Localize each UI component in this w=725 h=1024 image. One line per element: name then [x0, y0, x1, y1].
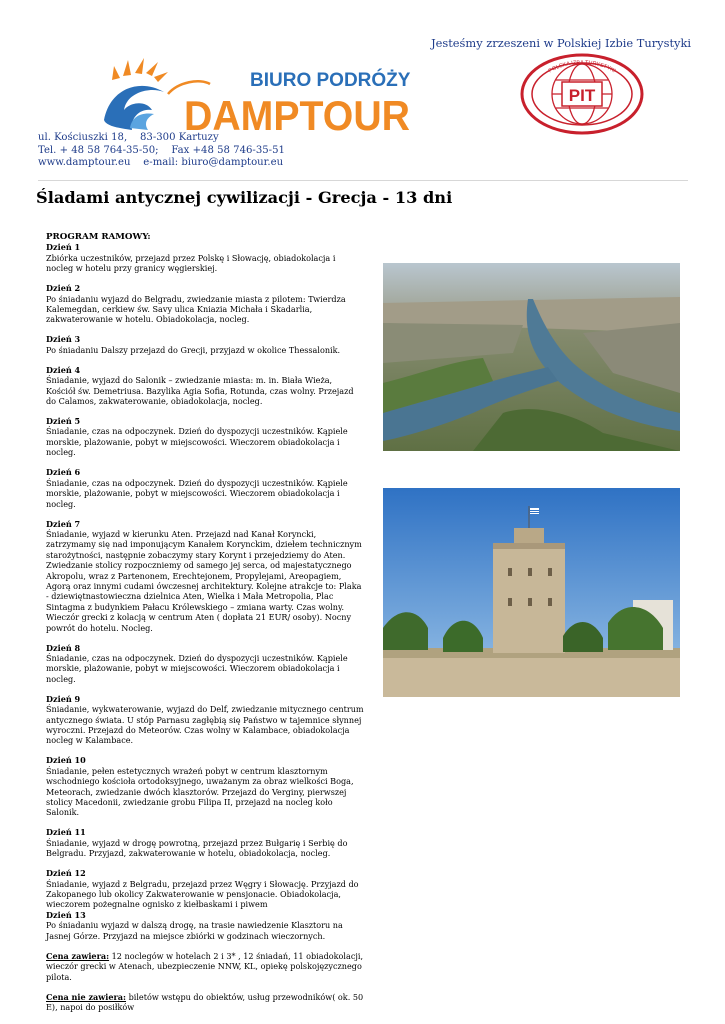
- day-5: [46, 416, 364, 458]
- day-description: Po śniadaniu wyjazd w dalszą drogę, na trasie nawiedzenie Klasztoru na Jasnej Górze. Przyjazd na miejsce zbiórki w godzinach wieczornych.: [46, 920, 343, 941]
- day-title: Dzień 7: [46, 518, 81, 529]
- contact-phones: Tel. + 48 58 764-35-50; Fax +48 58 746-35-51: [38, 144, 285, 156]
- day-title: Dzień 8: [46, 642, 81, 653]
- pit-ring-text: POLSKA IZBA TURYSTYKI: [547, 59, 617, 75]
- day-title: Dzień 5: [46, 416, 81, 427]
- page-title: Śladami antycznej cywilizacji - Grecja - 13 dni: [36, 188, 453, 207]
- membership-note: Jesteśmy zrzeszeni w Polskiej Izbie Turystyki: [431, 36, 691, 50]
- day-4: [46, 365, 364, 407]
- program-heading: PROGRAM RAMOWY:: [46, 232, 151, 242]
- program-section: [46, 232, 364, 1023]
- day-title: Dzień 13: [46, 909, 86, 920]
- day-description: Śniadanie, pełen estetycznych wrażeń pobyt w centrum klasztornym wschodniego kościoła ortodoksyjnego, uważanym za obraz wielkości Boga, Meteorach, zwiedzanie dwóch klasztorów. Przejazd do Verginy, pierwszej stolicy Macedonii, zwiedzanie grobu Filipa II, przejazd na nocleg koło Salonik.: [46, 765, 354, 818]
- day-title: Dzień 3: [46, 334, 81, 345]
- days-list: [46, 242, 364, 941]
- day-description: Śniadanie, czas na odpoczynek. Dzień do dyspozycji uczestników. Kąpiele morskie, plażowanie, pobyt w miejscowości. Wieczorem obiadokolacja i nocleg.: [46, 652, 348, 684]
- day-12: [46, 868, 364, 910]
- day-1: [46, 242, 364, 273]
- price-includes-text: 12 noclegów w hotelach 2 i 3* , 12 śniadań, 11 obiadokolacji, wieczór grecki w Atenach, ubezpieczenie NNW, KL, opiekę polskojęzycznego pilota.: [46, 950, 364, 982]
- day-8: [46, 643, 364, 685]
- price-includes: [46, 951, 364, 982]
- price-includes-label: Cena zawiera:: [46, 950, 110, 961]
- day-2: [46, 283, 364, 325]
- day-title: Dzień 10: [46, 755, 86, 766]
- contact-web-email[interactable]: www.damptour.eu e-mail: biuro@damptour.eu: [38, 157, 284, 169]
- day-description: Po śniadaniu wyjazd do Belgradu, zwiedzanie miasta z pilotem: Twierdza Kalemegdan, cerkiew św. Savy ulica Kniazia Michała i Skadarlia, zakwaterowanie w hotelu. Obiadokolacja, nocleg.: [46, 293, 346, 325]
- day-13: [46, 910, 364, 941]
- contact-block: [38, 132, 285, 170]
- day-description: Śniadanie, wyjazd do Salonik – zwiedzanie miasta: m. in. Biała Wieża, Kościół św. Demetriusa. Bazylika Agia Sofia, Rotunda, czas wolny. Przejazd do Calamos, zakwaterowanie, obiadokolacja, nocleg.: [46, 375, 354, 407]
- day-description: Po śniadaniu Dalszy przejazd do Grecji, przyjazd w okolice Thessalonik.: [46, 344, 341, 355]
- day-description: Śniadanie, wyjazd w drogę powrotną, przejazd przez Bułgarię i Serbię do Belgradu. Przyjazd, zakwaterowanie w hotelu, obiadokolacja, nocleg.: [46, 837, 348, 859]
- sun-rays-icon: [112, 58, 168, 82]
- contact-address: ul. Kościuszki 18, 83-300 Kartuzy: [38, 132, 219, 143]
- day-3: [46, 334, 364, 355]
- wave-icon: [104, 86, 164, 130]
- price-excludes-label: Cena nie zawiera:: [46, 991, 126, 1002]
- day-title: Dzień 12: [46, 868, 86, 879]
- logo-line2: DAMPTOUR: [184, 92, 410, 138]
- day-title: Dzień 11: [46, 827, 86, 838]
- day-description: Śniadanie, czas na odpoczynek. Dzień do dyspozycji uczestników. Kąpiele morskie, plażowanie, pobyt w miejscowości. Wieczorem obiadokolacja i nocleg.: [46, 477, 348, 509]
- day-description: Śniadanie, wyjazd z Belgradu, przejazd przez Węgry i Słowację. Przyjazd do Zakopanego lub okolicy Zakwaterowanie w pensjonacie. Obiadokolacja, wieczorem pożegnalne ognisko z kiełbaskami i piwem: [46, 878, 359, 910]
- day-title: Dzień 9: [46, 693, 81, 704]
- day-description: Śniadanie, wyjazd w kierunku Aten. Przejazd nad Kanał Koryncki, zatrzymamy się nad imponującym Kanałem Korynckim, dziełem technicznym starożytności, następnie zobaczymy stary Korynt i przejedziemy do Aten. Zwiedzanie stolicy rozpoczniemy od samego jej serca, od majestatycznego Akropolu, wraz z Partenonem, Erechtejonem, Propylejami, Areopagiem, Agorą oraz innymi cudami ówczesnej architektury. Kolejne atrakcje to: Plaka - dziewiętnastowieczna dzielnica Aten, Wielka i Mała Metropolia, Plac Sintagma z budynkiem Pałacu Królewskiego – zmiana warty. Czas wolny. Wieczór grecki z kolacją w centrum Aten ( dopłata 21 EUR/ osoby). Nocny powrót do hotelu. Nocleg.: [46, 528, 362, 633]
- day-description: Zbiórka uczestników, przejazd przez Polskę i Słowację, obiadokolacja i nocleg w hotelu przy granicy węgierskiej.: [46, 252, 336, 274]
- pit-text: PIT: [568, 86, 596, 105]
- day-10: [46, 755, 364, 817]
- day-title: Dzień 2: [46, 283, 81, 294]
- day-9: [46, 694, 364, 746]
- photo-white-tower: [383, 488, 680, 697]
- day-11: [46, 827, 364, 858]
- day-title: Dzień 1: [46, 242, 81, 253]
- day-title: Dzień 6: [46, 467, 81, 478]
- logo-line1: BIURO PODRÓŻY: [250, 70, 411, 91]
- day-title: Dzień 4: [46, 364, 81, 375]
- price-excludes: [46, 992, 364, 1013]
- day-7: [46, 519, 364, 633]
- price-excludes-text: biletów wstępu do obiektów, usług przewodników( ok. 50 E), napoi do posiłków: [46, 991, 364, 1013]
- day-6: [46, 467, 364, 509]
- header-divider: [38, 180, 688, 181]
- day-description: Śniadanie, czas na odpoczynek. Dzień do dyspozycji uczestników. Kąpiele morskie, plażowanie, pobyt w miejscowości. Wieczorem obiadokolacja i nocleg.: [46, 426, 348, 458]
- pit-badge: [518, 52, 646, 136]
- photo-aerial-city: [383, 263, 680, 451]
- damptour-logo: [100, 58, 420, 138]
- day-description: Śniadanie, wykwaterowanie, wyjazd do Delf, zwiedzanie mitycznego centrum antycznego świata. U stóp Parnasu zagłębią się Państwo w tajemnice słynnej wyroczni. Przejazd do Meteorów. Czas wolny w Kalambace, obiadokolacja nocleg w Kalambace.: [46, 704, 364, 746]
